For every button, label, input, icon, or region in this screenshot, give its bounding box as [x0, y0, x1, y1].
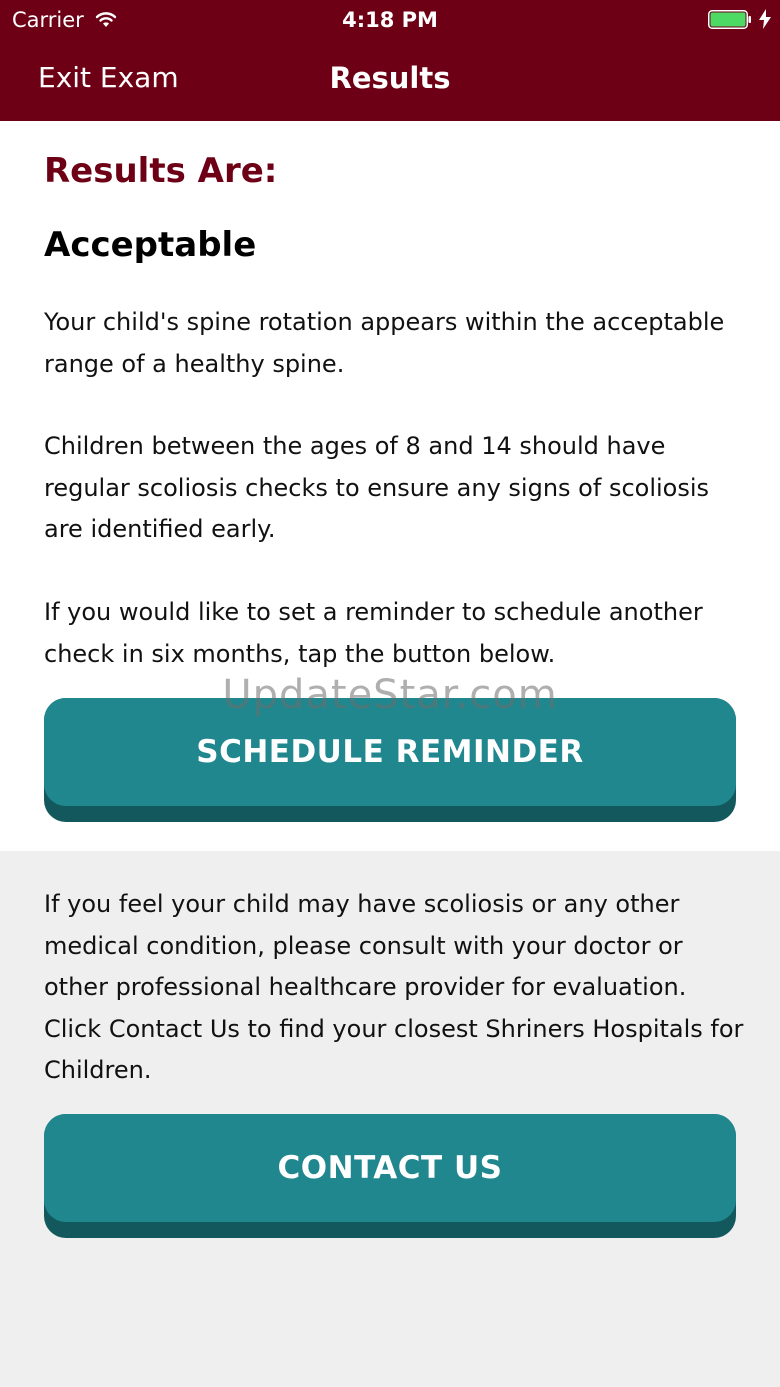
results-panel — [0, 121, 780, 851]
result-verdict: Acceptable — [44, 225, 257, 265]
page-title: Results — [329, 61, 451, 95]
contact-us-button[interactable] — [44, 1114, 736, 1238]
contact-panel — [0, 851, 780, 1387]
contact-us-label: CONTACT US — [44, 1114, 736, 1222]
screening-advice: Children between the ages of 8 and 14 should have regular scoliosis checks to ensure any signs of scoliosis are identified early. — [44, 432, 710, 543]
schedule-reminder-button[interactable] — [44, 698, 736, 822]
battery-icon — [708, 10, 752, 29]
status-time: 4:18 PM — [342, 8, 438, 32]
watermark: UpdateStar.com — [222, 672, 558, 718]
schedule-reminder-label: SCHEDULE REMINDER — [44, 698, 736, 806]
reminder-instructions: If you would like to set a reminder to schedule another check in six months, tap the button below. — [44, 598, 703, 668]
status-bar — [0, 0, 780, 40]
app-header — [0, 0, 780, 121]
charging-bolt-icon — [758, 9, 772, 29]
result-description: Your child's spine rotation appears within the acceptable range of a healthy spine. — [44, 308, 725, 378]
contact-advice: If you feel your child may have scoliosis or any other medical condition, please consult with your doctor or other professional healthcare provider for evaluation. Click Contact Us to find your closest Shriners Hospitals for Children. — [44, 890, 744, 1084]
exit-exam-button[interactable]: Exit Exam — [38, 61, 179, 94]
carrier-label: Carrier — [12, 8, 84, 32]
results-heading: Results Are: — [44, 151, 278, 191]
